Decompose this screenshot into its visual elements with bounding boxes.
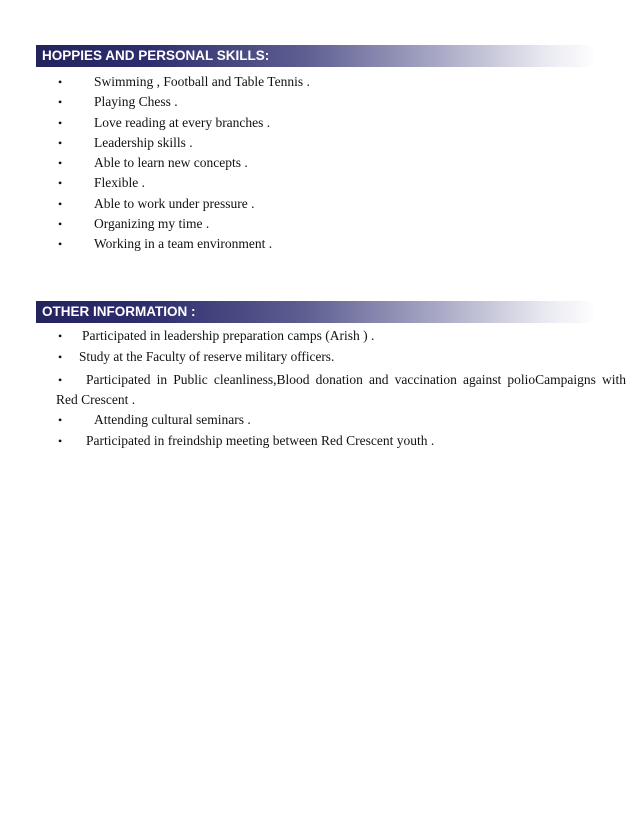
section-header-other-information: OTHER INFORMATION : (36, 301, 596, 323)
list-item (36, 214, 626, 234)
list-item-text: Participated in leadership preparation camps (Arish ) . (82, 328, 375, 343)
bullet-icon: • (58, 373, 63, 387)
list-item (36, 234, 626, 254)
list-item-text: Able to work under pressure . (94, 195, 255, 211)
bullet-icon: • (58, 176, 63, 191)
bullet-icon: • (58, 434, 63, 448)
section-header-hobbies: HOPPIES AND PERSONAL SKILLS: (36, 45, 596, 67)
list-item (36, 153, 626, 173)
bullet-icon: • (58, 413, 63, 427)
list-item-text: Swimming , Football and Table Tennis . (94, 74, 310, 89)
list-item-text: Participated in freindship meeting between Red Crescent youth . (86, 433, 435, 448)
list-item (36, 72, 626, 92)
list-item-text: Playing Chess . (94, 94, 178, 110)
list-item (36, 92, 626, 112)
list-item-text: Working in a team environment . (94, 236, 273, 252)
bullet-icon: • (58, 156, 63, 171)
list-item (36, 133, 626, 153)
hobbies-list (36, 72, 626, 255)
bullet-icon: • (58, 329, 63, 343)
list-item (36, 173, 626, 193)
list-item-text: Able to learn new concepts . (94, 155, 248, 171)
list-item-text: Organizing my time . (94, 216, 210, 232)
list-item-text: Attending cultural seminars . (94, 412, 251, 427)
bullet-icon: • (58, 75, 63, 89)
bullet-icon: • (58, 217, 63, 232)
list-item-text: Study at the Faculty of reserve military officers. (79, 349, 335, 364)
bullet-icon: • (58, 237, 63, 252)
list-item (36, 347, 626, 368)
list-item (36, 194, 626, 214)
bullet-icon: • (58, 95, 63, 110)
other-information-list (36, 326, 626, 452)
list-item (36, 431, 626, 452)
bullet-icon: • (58, 350, 63, 364)
list-item (36, 368, 626, 410)
list-item-text: Leadership skills . (94, 134, 193, 150)
list-item-text: Love reading at every branches . (94, 114, 271, 130)
list-item (36, 326, 626, 347)
bullet-icon: • (58, 135, 63, 150)
bullet-icon: • (58, 115, 63, 130)
bullet-icon: • (58, 196, 63, 211)
list-item (36, 410, 626, 431)
list-item (36, 113, 626, 133)
list-item-text: Flexible . (94, 175, 145, 191)
list-item-text: Participated in Public cleanliness,Blood donation and vaccination against polioCampaigns with Red Crescent . (56, 372, 626, 407)
